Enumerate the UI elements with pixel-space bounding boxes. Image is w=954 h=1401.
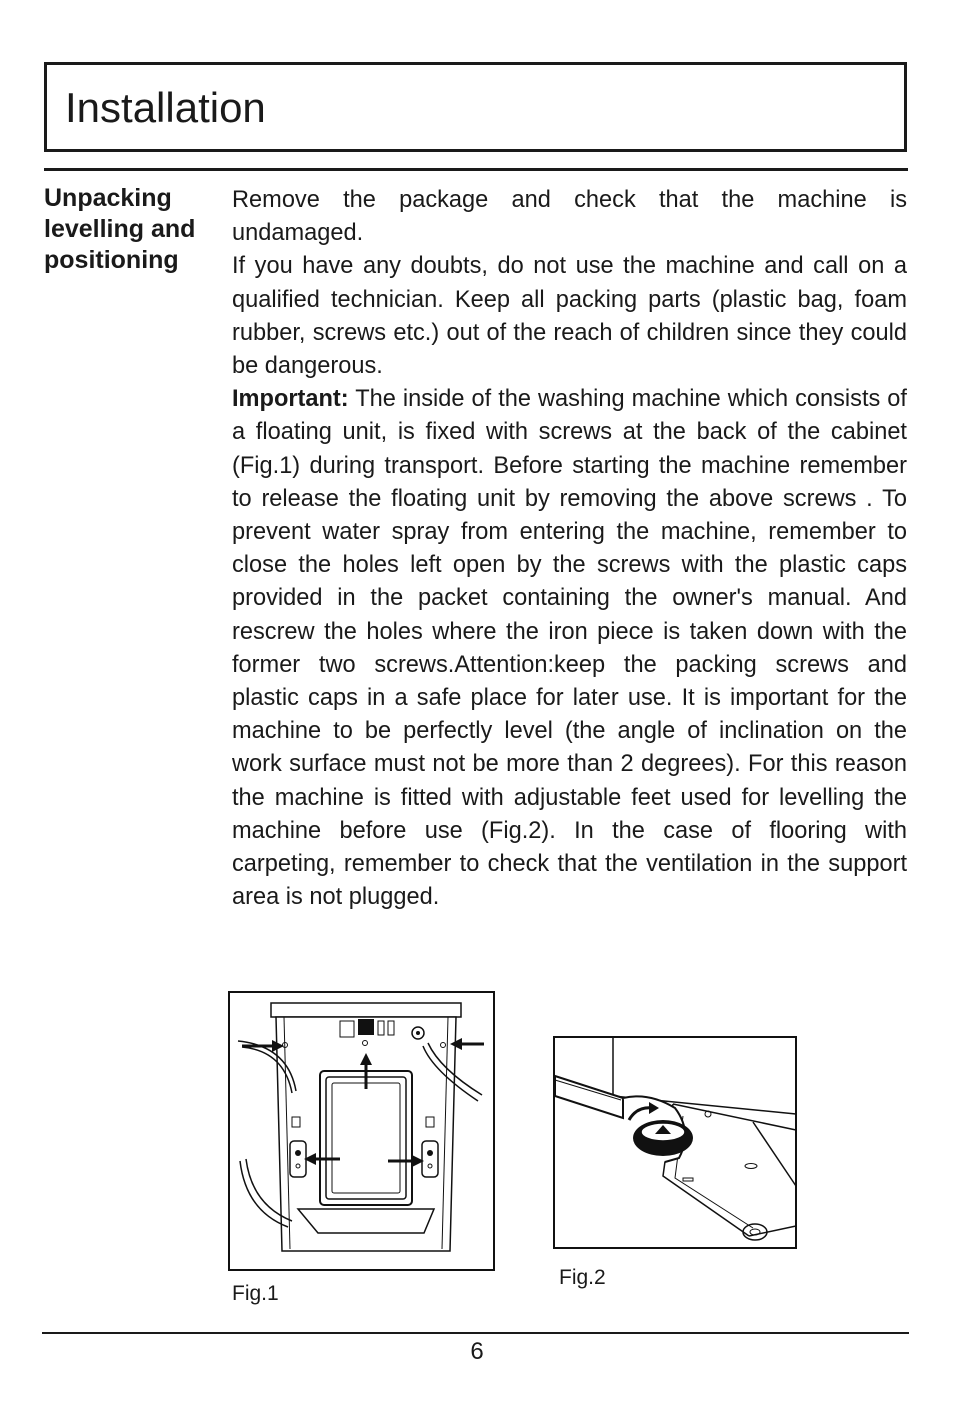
figure-2-levelling-foot xyxy=(553,1036,797,1249)
section-body xyxy=(232,184,907,914)
paragraph-doubts: If you have any doubts, do not use the machine and call on a qualified technician. Keep all packing parts (plastic bag, foam rubber, screws etc.) out of the reach of children since they could be dangerous. xyxy=(232,253,907,380)
section-heading-line-1: Unpacking xyxy=(44,184,172,212)
important-label: Important: xyxy=(232,386,349,413)
section-heading-line-3: positioning xyxy=(44,246,179,274)
important-text: The inside of the washing machine which consists of a floating unit, is fixed with screws at the back of the cabinet (Fig.1) during transport. Before starting the machine remember to release the floating unit by removing the above screws . To prevent water spray from entering the machine, remember to close the holes left open by the screws with the plastic caps provided in the packet containing the owner's manual. And rescrew the holes where the iron piece is taken down with the former two screws.Attention:keep the packing screws and plastic caps in a safe place for later use. It is important for the machine to be perfectly level (the angle of inclination on the work surface must not be more than 2 degrees). For this reason the machine is fitted with adjustable feet used for levelling the machine before use (Fig.2). In the case of flooring with carpeting, remember to check that the ventilation in the support area is not plugged. xyxy=(232,386,907,911)
paragraph-unpack: Remove the package and check that the machine is undamaged. xyxy=(232,187,907,247)
page-number: 6 xyxy=(470,1338,484,1365)
section-heading xyxy=(44,183,224,276)
figure-1-caption: Fig.1 xyxy=(232,1282,279,1305)
section-heading-line-2: levelling and xyxy=(44,215,196,243)
page-title: Installation xyxy=(65,84,266,131)
figure-1-machine-back xyxy=(228,991,495,1271)
title-box xyxy=(44,62,907,152)
figure-2-caption: Fig.2 xyxy=(559,1266,606,1289)
top-divider xyxy=(44,168,908,171)
paragraph-important xyxy=(232,383,907,914)
bottom-divider xyxy=(42,1332,909,1334)
